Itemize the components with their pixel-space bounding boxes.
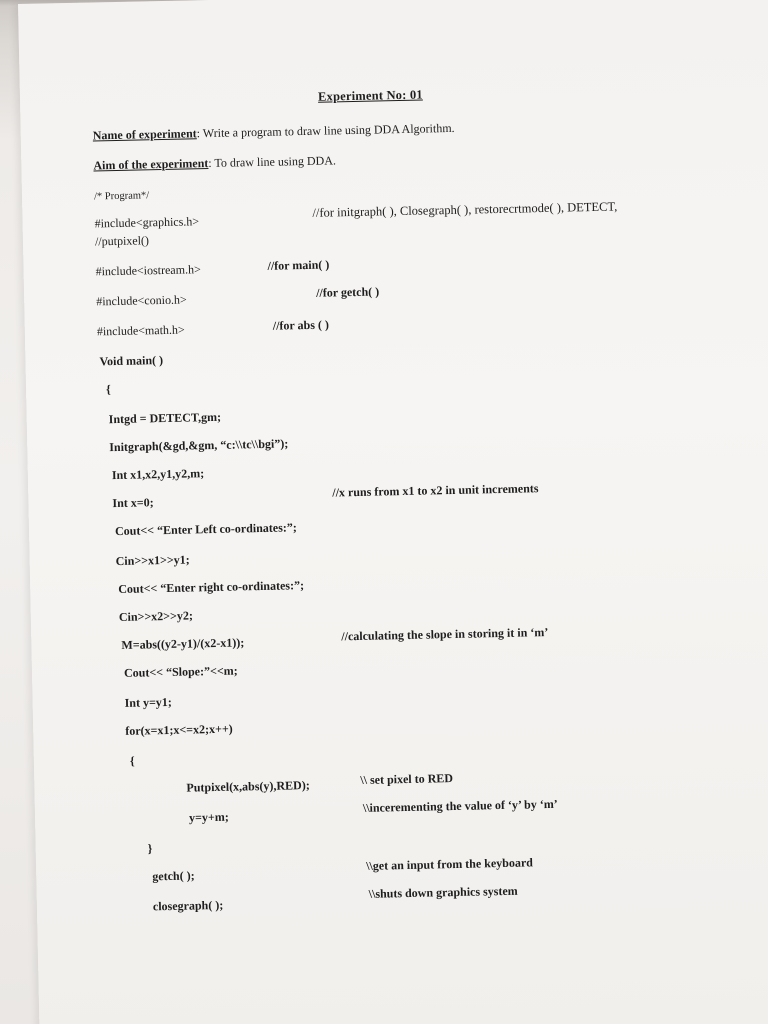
code-line: #include<conio.h> (96, 292, 187, 309)
code-line: } (147, 841, 153, 856)
code-line: Intgd = DETECT,gm; (108, 409, 222, 427)
experiment-title: Experiment No: 01 (317, 87, 423, 104)
code-line: Cout<< “Enter Left co-ordinates:”; (114, 520, 297, 539)
code-line: #include<math.h> (96, 322, 185, 339)
code-line: //putpixel() (94, 233, 150, 249)
experiment-aim-label: Aim of the experiment (93, 156, 209, 173)
code-line: M=abs((y2-y1)/(x2-x1)); (121, 635, 245, 652)
code-line: Int y=y1; (124, 694, 172, 710)
code-comment: //for main( ) (267, 257, 330, 273)
code-line: { (105, 382, 111, 397)
code-line: #include<graphics.h> (94, 214, 200, 231)
paper-sheet (18, 0, 768, 1024)
code-line: getch( ); (152, 868, 195, 884)
code-line: Cin>>x2>>y2; (118, 608, 194, 625)
code-comment: //for abs ( ) (272, 317, 330, 333)
experiment-name-label: Name of experiment (92, 126, 197, 143)
experiment-name-row (93, 121, 455, 143)
code-comment: \\ set pixel to RED (360, 771, 454, 787)
experiment-aim-text: : To draw line using DDA. (208, 153, 337, 171)
code-line: y=y+m; (188, 809, 229, 825)
code-line: Void main( ) (99, 353, 164, 369)
code-comment: //x runs from x1 to x2 in unit increments (332, 481, 539, 500)
code-line: Putpixel(x,abs(y),RED); (186, 778, 310, 795)
code-comment: \\shuts down graphics system (368, 883, 518, 901)
code-line: for(x=x1;x<=x2;x++) (125, 721, 233, 738)
code-comment: //for initgraph( ), Closegraph( ), restorecrtmode( ), DETECT, (312, 199, 618, 220)
code-line: Cout<< “Enter right co-ordinates:”; (118, 578, 305, 597)
code-line: Cout<< “Slope:”<<m; (123, 663, 238, 680)
code-line: Int x=0; (112, 495, 154, 511)
code-line: #include<iostream.h> (95, 262, 201, 279)
code-comment: \\incerementing the value of ‘y’ by ‘m’ (362, 796, 558, 815)
code-line: closegraph( ); (152, 897, 224, 914)
code-line: Initgraph(&gd,&gm, “c:\\tc\\bgi”); (109, 436, 289, 455)
code-comment: \\get an input from the keyboard (365, 855, 534, 873)
experiment-name-text: : Write a program to draw line using DDA Algorithm. (196, 120, 455, 141)
code-comment: //calculating the slope in storing it in ‘m’ (341, 625, 549, 644)
program-comment: /* Program*/ (93, 190, 150, 203)
experiment-aim-row (93, 153, 336, 172)
code-line: Int x1,x2,y1,y2,m; (111, 466, 205, 483)
code-line: { (129, 753, 135, 768)
code-comment: //for getch( ) (315, 284, 380, 300)
code-line: Cin>>x1>>y1; (115, 552, 190, 569)
